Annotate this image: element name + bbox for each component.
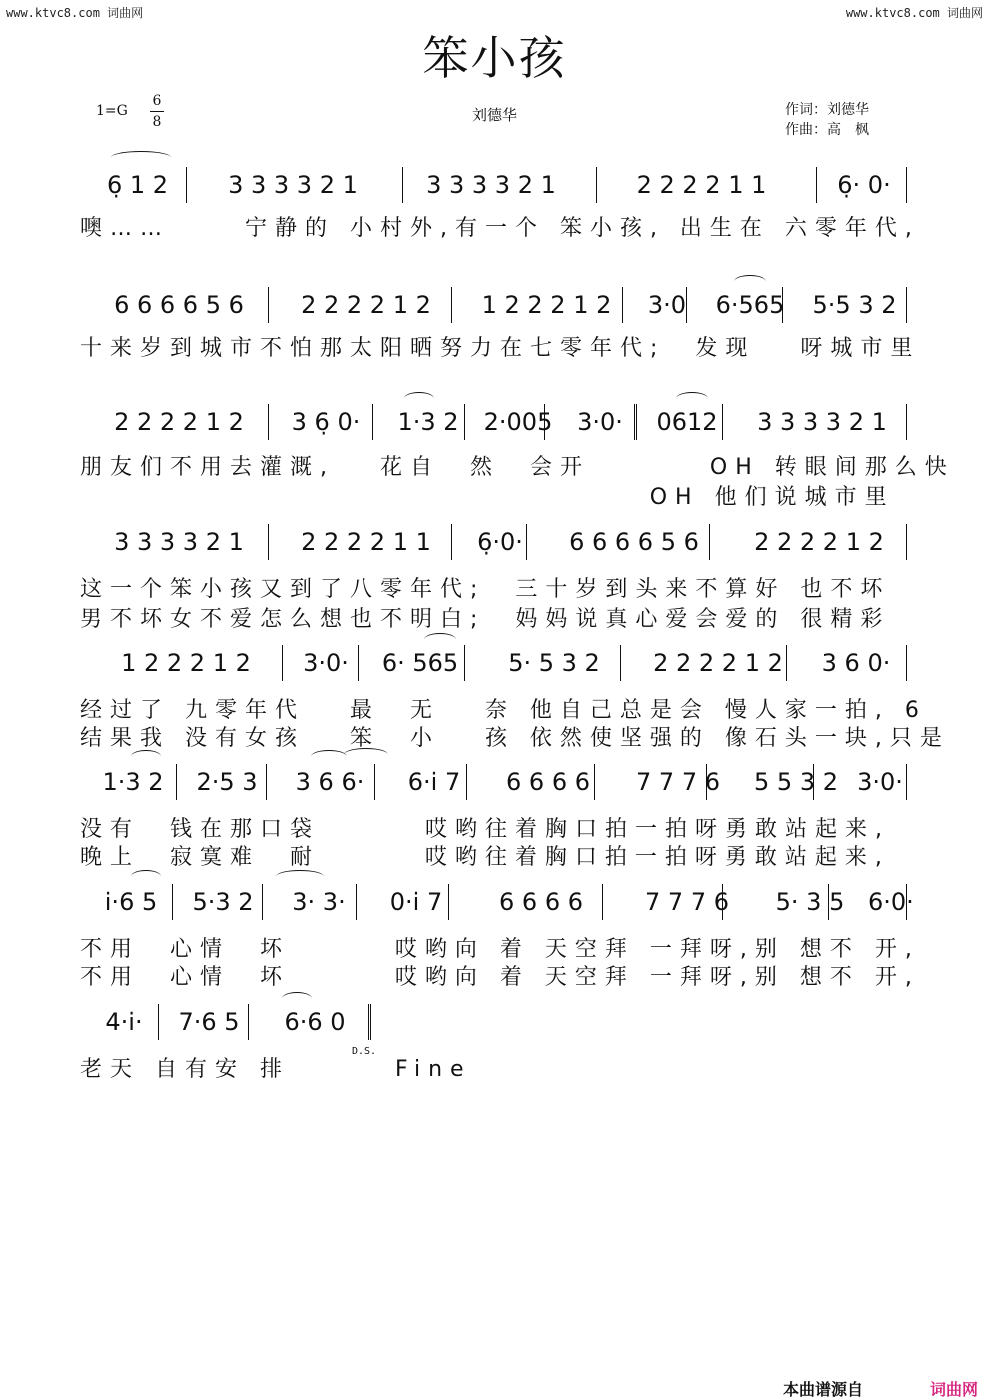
measure: 7·6 5 (178, 1008, 240, 1036)
time-signature-top: 6 (152, 93, 162, 109)
tie-slur (111, 151, 171, 164)
measure: 1 2 2 2 1 2 (481, 291, 612, 319)
measure: 1·3 2 (102, 768, 164, 796)
brand-logo: 词曲网 (930, 1380, 979, 1399)
notation-line (86, 760, 910, 804)
measure: 0612 (656, 408, 718, 436)
credits (785, 100, 869, 140)
measure: 3·0 (647, 291, 687, 319)
watermark-left: www.ktvc8.com 词曲网 (6, 6, 144, 20)
score-row-6 (80, 760, 910, 870)
composer: 作曲：高 枫 (785, 122, 869, 138)
measure: 6 6 6 6 (499, 888, 583, 916)
measure: 5· 3 5 (775, 888, 845, 916)
tie-slur (424, 633, 456, 646)
key-signature: 1=G (96, 103, 128, 119)
score-row-2 (80, 283, 921, 361)
measure: 6·6 0 (284, 1008, 346, 1036)
singer: 刘德华 (471, 106, 517, 124)
lyric-line: 这一个笨小孩又到了八零年代; 三十岁到头来不算好 也不坏 (80, 577, 891, 602)
ds-marking: D.S. (352, 1046, 377, 1057)
notation-line (86, 163, 910, 207)
score-row-7 (80, 880, 920, 990)
measure: 2·005 (483, 408, 553, 436)
tie-slur (404, 392, 434, 405)
tie-slur (676, 392, 708, 405)
measure: 3·0· (577, 408, 623, 436)
measure: 5· 5 3 2 (508, 649, 600, 677)
song-title: 笨小孩 (422, 31, 567, 85)
measure: 6̣· 0· (837, 171, 891, 199)
measure: 2 2 2 2 1 2 (754, 528, 884, 556)
measure: 7 7 7 6 (645, 888, 729, 916)
lyric-line: 十来岁到城市不怕那太阳晒努力在七零年代; 发现 呀城市里 (80, 336, 921, 361)
measure: i̇·6 5 (104, 888, 158, 916)
measure: 2 2 2 2 1 1 (636, 171, 767, 199)
measure: 6 6 6 6 5 6 (114, 291, 244, 319)
measure: 2·5 3 (196, 768, 258, 796)
score-row-5 (80, 641, 950, 751)
tie-slur (734, 275, 766, 288)
tie-slur (311, 750, 347, 763)
measure: 3 3 3 3 2 1 (228, 171, 358, 199)
watermark-right: www.ktvc8.com 词曲网 (845, 6, 983, 20)
tie-slur (282, 992, 312, 1005)
measure: 2 2 2 2 1 2 (653, 649, 783, 677)
measure: 5 5 3 2 (754, 768, 838, 796)
measure: 6̣ 1 2 (106, 171, 169, 199)
measure: 1 2 2 2 1 2 (121, 649, 251, 677)
lyricist: 作词：刘德华 (785, 102, 869, 118)
measure: 6·i̇ 7 (407, 768, 461, 796)
measure: 5·3 2 (192, 888, 254, 916)
tie-slur (344, 748, 388, 761)
lyric-line: 不用 心情 坏 哎哟向 着 天空拜 一拜呀,别 想不 开, (80, 965, 920, 990)
measure: 6· 565 (381, 649, 459, 677)
measure: 6·0· (868, 888, 914, 916)
measure: 7 7 7 6 (636, 768, 720, 796)
lyric-line: 朋友们不用去灌溉, 花自 然 会开 OH 转眼间那么快 (80, 455, 955, 480)
source-label: 本曲谱源自 (783, 1380, 864, 1399)
score-row-4 (80, 520, 910, 632)
lyric-line: OH 他们说城市里 (80, 485, 895, 510)
time-signature-bottom: 8 (152, 114, 162, 130)
lyric-line: 男不坏女不爱怎么想也不明白; 妈妈说真心爱会爱的 很精彩 (80, 607, 891, 632)
lyric-line: 不用 心情 坏 哎哟向 着 天空拜 一拜呀,别 想不 开, (80, 937, 920, 962)
measure: 4·i̇· (105, 1008, 143, 1036)
lyric-line: 经过了 九零年代 最 无 奈 他自己总是会 慢人家一拍, 6 (80, 698, 927, 723)
measure: 1·3 2 (397, 408, 459, 436)
notation-line (86, 880, 914, 924)
notation-line (86, 520, 910, 564)
score-row-3 (80, 400, 955, 510)
lyric-line: 晚上 寂寞难 耐 哎哟往着胸口拍一拍呀勇敢站起来, (80, 845, 890, 870)
notation-line (86, 1000, 396, 1044)
measure: 3 3 3 3 2 1 (757, 408, 887, 436)
measure: 6·565 (715, 291, 785, 319)
measure: 3 6 0· (821, 649, 891, 677)
measure: 0·i̇ 7 (389, 888, 443, 916)
lyric-line: 老天 自有安 排 Fine (80, 1057, 472, 1082)
measure: 3·0· (857, 768, 903, 796)
score-row-8 (80, 1000, 472, 1082)
measure: 3 3 3 3 2 1 (114, 528, 244, 556)
tie-slur (131, 870, 161, 883)
lyric-line: 结果我 没有女孩 笨 小 孩 依然使坚强的 像石头一块,只是 (80, 726, 950, 751)
score-row-1 (80, 163, 920, 241)
notation-line (86, 283, 910, 327)
measure: 6 6 6 6 (506, 768, 590, 796)
measure: 5·5 3 2 (812, 291, 897, 319)
measure: 2 2 2 2 1 2 (114, 408, 244, 436)
tie-slur (131, 750, 161, 763)
measure: 6 6 6 6 5 6 (569, 528, 699, 556)
measure: 3 6 6· (295, 768, 365, 796)
measure: 3·0· (303, 649, 349, 677)
measure: 3 3 3 3 2 1 (426, 171, 556, 199)
measure: 2 2 2 2 1 1 (301, 528, 431, 556)
measure: 3 6̣ 0· (291, 408, 361, 436)
lyric-line: 没有 钱在那口袋 哎哟往着胸口拍一拍呀勇敢站起来, (80, 817, 890, 842)
lyric-line: 噢…… 宁静的 小村外,有一个 笨小孩, 出生在 六零年代, (80, 216, 920, 241)
measure: 3· 3· (292, 888, 346, 916)
notation-line (86, 400, 910, 444)
notation-line (86, 641, 910, 685)
measure: 2 2 2 2 1 2 (301, 291, 431, 319)
tie-slur (276, 870, 324, 883)
measure: 6̣·0· (477, 528, 523, 556)
